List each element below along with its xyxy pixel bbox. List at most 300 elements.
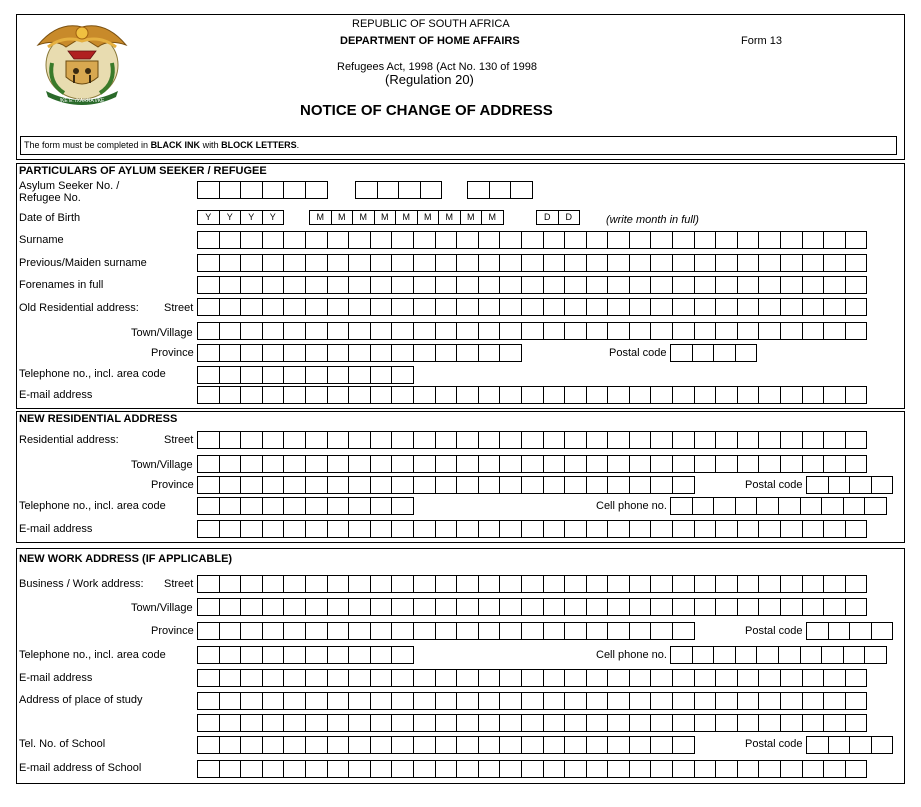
char-box[interactable] (586, 276, 609, 294)
char-box[interactable] (586, 431, 609, 449)
char-box[interactable] (629, 455, 652, 473)
school-tel-box[interactable] (197, 736, 694, 754)
char-box[interactable] (828, 476, 851, 494)
char-box[interactable] (456, 254, 479, 272)
char-box[interactable] (413, 455, 436, 473)
char-box[interactable] (499, 231, 522, 249)
char-box[interactable] (802, 322, 825, 340)
char-box[interactable] (413, 386, 436, 404)
char-box[interactable] (823, 386, 846, 404)
char-box[interactable] (650, 598, 673, 616)
char-box[interactable] (802, 455, 825, 473)
char-box[interactable] (262, 760, 285, 778)
char-box[interactable] (370, 760, 393, 778)
char-box[interactable] (499, 322, 522, 340)
char-box[interactable] (348, 298, 371, 316)
work-town-box[interactable] (197, 598, 866, 616)
char-box[interactable] (197, 344, 220, 362)
char-box[interactable] (219, 714, 242, 732)
char-box[interactable] (735, 497, 758, 515)
char-box[interactable] (197, 692, 220, 710)
char-box[interactable] (283, 598, 306, 616)
char-box[interactable] (327, 520, 350, 538)
char-box[interactable] (456, 520, 479, 538)
char-box[interactable] (478, 344, 501, 362)
char-box[interactable] (543, 714, 566, 732)
char-box[interactable] (694, 598, 717, 616)
char-box[interactable] (413, 476, 436, 494)
char-box[interactable] (262, 231, 285, 249)
char-box[interactable] (240, 322, 263, 340)
char-box[interactable] (780, 598, 803, 616)
old-town-box[interactable] (197, 322, 866, 340)
char-box[interactable] (607, 254, 630, 272)
char-box[interactable] (391, 622, 414, 640)
char-box[interactable] (219, 344, 242, 362)
char-box[interactable] (370, 646, 393, 664)
char-box[interactable] (672, 622, 695, 640)
char-box[interactable] (435, 431, 458, 449)
char-box[interactable] (843, 646, 866, 664)
char-box[interactable] (802, 714, 825, 732)
char-box[interactable] (391, 669, 414, 687)
char-box[interactable] (650, 575, 673, 593)
char-box[interactable] (586, 476, 609, 494)
char-box[interactable] (499, 298, 522, 316)
char-box[interactable] (692, 344, 715, 362)
char-box[interactable] (780, 669, 803, 687)
char-box[interactable] (305, 736, 328, 754)
char-box[interactable] (670, 497, 693, 515)
char-box[interactable] (758, 520, 781, 538)
char-box[interactable] (694, 455, 717, 473)
char-box[interactable] (564, 692, 587, 710)
char-box[interactable] (370, 276, 393, 294)
char-box[interactable] (823, 520, 846, 538)
char-box[interactable] (713, 497, 736, 515)
char-box[interactable] (262, 598, 285, 616)
char-box[interactable] (694, 276, 717, 294)
char-box[interactable] (586, 520, 609, 538)
char-box[interactable] (478, 669, 501, 687)
char-box[interactable] (521, 692, 544, 710)
char-box[interactable] (871, 736, 894, 754)
char-box[interactable] (607, 692, 630, 710)
char-box[interactable] (478, 322, 501, 340)
char-box[interactable] (391, 520, 414, 538)
char-box[interactable] (262, 714, 285, 732)
char-box[interactable] (780, 386, 803, 404)
char-box[interactable] (780, 714, 803, 732)
char-box[interactable] (629, 622, 652, 640)
char-box[interactable] (435, 622, 458, 640)
char-box[interactable] (283, 276, 306, 294)
char-box[interactable] (327, 455, 350, 473)
char-box[interactable] (845, 455, 868, 473)
char-box[interactable] (305, 276, 328, 294)
char-box[interactable] (780, 520, 803, 538)
char-box[interactable] (262, 455, 285, 473)
char-box[interactable] (456, 431, 479, 449)
char-box[interactable] (499, 669, 522, 687)
char-box[interactable] (435, 476, 458, 494)
char-box[interactable] (737, 322, 760, 340)
char-box[interactable] (370, 497, 393, 515)
char-box[interactable] (305, 575, 328, 593)
char-box[interactable] (305, 520, 328, 538)
char-box[interactable] (715, 714, 738, 732)
char-box[interactable] (391, 366, 414, 384)
char-box[interactable] (756, 497, 779, 515)
char-box[interactable] (240, 622, 263, 640)
char-box[interactable] (435, 344, 458, 362)
surname-box[interactable] (197, 231, 866, 249)
char-box[interactable] (197, 386, 220, 404)
char-box[interactable] (672, 322, 695, 340)
char-box[interactable] (305, 692, 328, 710)
char-box[interactable] (758, 714, 781, 732)
char-box[interactable] (543, 276, 566, 294)
char-box[interactable] (564, 622, 587, 640)
char-box[interactable] (845, 520, 868, 538)
char-box[interactable] (391, 476, 414, 494)
char-box[interactable] (283, 476, 306, 494)
char-box[interactable] (456, 760, 479, 778)
char-box[interactable] (564, 476, 587, 494)
char-box[interactable] (435, 760, 458, 778)
char-box[interactable] (845, 231, 868, 249)
char-box[interactable] (327, 497, 350, 515)
char-box[interactable] (197, 431, 220, 449)
char-box[interactable] (802, 276, 825, 294)
char-box[interactable] (262, 431, 285, 449)
char-box[interactable] (197, 669, 220, 687)
char-box[interactable] (219, 520, 242, 538)
char-box[interactable] (456, 714, 479, 732)
char-box[interactable] (586, 760, 609, 778)
char-box[interactable] (283, 366, 306, 384)
char-box[interactable] (348, 344, 371, 362)
char-box[interactable] (348, 476, 371, 494)
char-box[interactable] (435, 598, 458, 616)
char-box[interactable] (650, 714, 673, 732)
char-box[interactable] (413, 298, 436, 316)
char-box[interactable] (521, 231, 544, 249)
char-box[interactable] (435, 276, 458, 294)
char-box[interactable] (305, 714, 328, 732)
new-telephone-box[interactable] (197, 497, 413, 515)
char-box[interactable] (564, 575, 587, 593)
char-box[interactable] (391, 497, 414, 515)
char-box[interactable] (327, 575, 350, 593)
char-box[interactable] (823, 231, 846, 249)
char-box[interactable] (262, 646, 285, 664)
char-box[interactable] (737, 520, 760, 538)
char-box[interactable] (629, 254, 652, 272)
char-box[interactable] (348, 575, 371, 593)
char-box[interactable] (694, 431, 717, 449)
char-box[interactable] (327, 386, 350, 404)
char-box[interactable] (283, 692, 306, 710)
char-box[interactable] (521, 431, 544, 449)
char-box[interactable] (694, 760, 717, 778)
char-box[interactable] (219, 181, 242, 199)
char-box[interactable] (370, 231, 393, 249)
char-box[interactable] (262, 322, 285, 340)
char-box[interactable] (370, 322, 393, 340)
char-box[interactable] (348, 736, 371, 754)
char-box[interactable] (348, 598, 371, 616)
char-box[interactable] (305, 497, 328, 515)
char-box[interactable] (607, 622, 630, 640)
char-box[interactable] (543, 298, 566, 316)
char-box[interactable] (864, 497, 887, 515)
char-box[interactable] (802, 431, 825, 449)
char-box[interactable] (327, 431, 350, 449)
char-box[interactable] (806, 736, 829, 754)
char-box[interactable] (823, 455, 846, 473)
char-box[interactable] (219, 497, 242, 515)
char-box[interactable] (305, 476, 328, 494)
char-box[interactable] (219, 646, 242, 664)
char-box[interactable] (715, 692, 738, 710)
char-box[interactable] (435, 714, 458, 732)
char-box[interactable] (800, 497, 823, 515)
char-box[interactable] (849, 476, 872, 494)
char-box[interactable] (478, 575, 501, 593)
char-box[interactable] (845, 760, 868, 778)
char-box[interactable] (586, 714, 609, 732)
char-box[interactable] (823, 669, 846, 687)
char-box[interactable] (456, 736, 479, 754)
char-box[interactable]: D (558, 210, 581, 225)
char-box[interactable] (564, 455, 587, 473)
char-box[interactable] (197, 736, 220, 754)
char-box[interactable] (262, 181, 285, 199)
char-box[interactable] (240, 760, 263, 778)
char-box[interactable] (456, 598, 479, 616)
char-box[interactable] (348, 622, 371, 640)
char-box[interactable] (845, 598, 868, 616)
char-box[interactable] (283, 575, 306, 593)
char-box[interactable] (758, 298, 781, 316)
char-box[interactable] (543, 598, 566, 616)
char-box[interactable]: D (536, 210, 559, 225)
char-box[interactable] (219, 669, 242, 687)
char-box[interactable] (240, 669, 263, 687)
char-box[interactable] (370, 714, 393, 732)
char-box[interactable] (564, 386, 587, 404)
char-box[interactable] (672, 455, 695, 473)
char-box[interactable] (219, 575, 242, 593)
char-box[interactable] (780, 254, 803, 272)
char-box[interactable] (413, 344, 436, 362)
char-box[interactable] (283, 646, 306, 664)
char-box[interactable] (543, 760, 566, 778)
char-box[interactable] (564, 714, 587, 732)
char-box[interactable] (521, 298, 544, 316)
char-box[interactable] (370, 386, 393, 404)
char-box[interactable] (713, 344, 736, 362)
char-box[interactable] (262, 622, 285, 640)
char-box[interactable]: M (417, 210, 440, 225)
char-box[interactable] (499, 276, 522, 294)
char-box[interactable] (327, 622, 350, 640)
char-box[interactable] (219, 692, 242, 710)
char-box[interactable] (845, 714, 868, 732)
char-box[interactable] (348, 692, 371, 710)
char-box[interactable] (607, 298, 630, 316)
char-box[interactable] (672, 714, 695, 732)
char-box[interactable] (543, 322, 566, 340)
char-box[interactable] (521, 575, 544, 593)
char-box[interactable] (543, 254, 566, 272)
char-box[interactable] (197, 646, 220, 664)
char-box[interactable] (197, 622, 220, 640)
char-box[interactable] (467, 181, 490, 199)
char-box[interactable] (607, 520, 630, 538)
char-box[interactable] (629, 231, 652, 249)
char-box[interactable]: M (438, 210, 461, 225)
char-box[interactable] (650, 692, 673, 710)
char-box[interactable] (240, 431, 263, 449)
char-box[interactable] (262, 575, 285, 593)
char-box[interactable] (327, 366, 350, 384)
char-box[interactable] (672, 276, 695, 294)
char-box[interactable] (327, 231, 350, 249)
char-box[interactable] (219, 622, 242, 640)
char-box[interactable] (758, 692, 781, 710)
char-box[interactable] (240, 231, 263, 249)
char-box[interactable] (521, 760, 544, 778)
dob-year-box[interactable] (197, 210, 283, 228)
new-cell-box[interactable] (670, 497, 886, 515)
char-box[interactable] (456, 344, 479, 362)
char-box[interactable] (262, 344, 285, 362)
char-box[interactable] (262, 520, 285, 538)
char-box[interactable] (348, 760, 371, 778)
char-box[interactable] (715, 254, 738, 272)
char-box[interactable] (283, 254, 306, 272)
char-box[interactable] (420, 181, 443, 199)
char-box[interactable] (758, 598, 781, 616)
char-box[interactable] (672, 575, 695, 593)
char-box[interactable] (262, 692, 285, 710)
char-box[interactable] (370, 736, 393, 754)
char-box[interactable] (586, 669, 609, 687)
char-box[interactable] (435, 575, 458, 593)
char-box[interactable] (327, 646, 350, 664)
char-box[interactable] (391, 431, 414, 449)
char-box[interactable] (780, 575, 803, 593)
char-box[interactable] (435, 520, 458, 538)
char-box[interactable] (845, 276, 868, 294)
char-box[interactable] (737, 254, 760, 272)
char-box[interactable]: Y (262, 210, 285, 225)
char-box[interactable] (413, 736, 436, 754)
char-box[interactable] (650, 276, 673, 294)
new-town-box[interactable] (197, 455, 866, 473)
new-postal-box[interactable] (806, 476, 892, 494)
previous-surname-box[interactable] (197, 254, 866, 272)
char-box[interactable] (823, 714, 846, 732)
char-box[interactable] (828, 622, 851, 640)
char-box[interactable] (219, 231, 242, 249)
char-box[interactable] (327, 736, 350, 754)
char-box[interactable] (650, 476, 673, 494)
char-box[interactable] (348, 231, 371, 249)
char-box[interactable] (327, 760, 350, 778)
study-address-box[interactable] (197, 692, 866, 710)
char-box[interactable] (521, 598, 544, 616)
char-box[interactable]: M (460, 210, 483, 225)
char-box[interactable] (413, 322, 436, 340)
char-box[interactable] (629, 276, 652, 294)
char-box[interactable] (413, 760, 436, 778)
char-box[interactable] (650, 760, 673, 778)
char-box[interactable] (240, 714, 263, 732)
char-box[interactable] (586, 231, 609, 249)
char-box[interactable] (586, 386, 609, 404)
char-box[interactable]: Y (197, 210, 220, 225)
char-box[interactable] (240, 298, 263, 316)
char-box[interactable] (348, 254, 371, 272)
char-box[interactable] (240, 276, 263, 294)
char-box[interactable] (283, 497, 306, 515)
char-box[interactable] (780, 322, 803, 340)
old-street-box[interactable] (197, 298, 866, 316)
work-province-box[interactable] (197, 622, 694, 640)
old-postal-box[interactable] (670, 344, 756, 362)
char-box[interactable] (240, 181, 263, 199)
char-box[interactable] (240, 520, 263, 538)
char-box[interactable] (586, 692, 609, 710)
char-box[interactable] (262, 669, 285, 687)
char-box[interactable] (327, 714, 350, 732)
char-box[interactable] (391, 692, 414, 710)
char-box[interactable] (262, 497, 285, 515)
char-box[interactable] (672, 431, 695, 449)
char-box[interactable] (499, 386, 522, 404)
char-box[interactable] (670, 344, 693, 362)
char-box[interactable] (713, 646, 736, 664)
char-box[interactable] (564, 598, 587, 616)
new-street-box[interactable] (197, 431, 866, 449)
char-box[interactable] (543, 231, 566, 249)
char-box[interactable] (871, 622, 894, 640)
char-box[interactable] (478, 714, 501, 732)
char-box[interactable] (800, 646, 823, 664)
char-box[interactable] (413, 431, 436, 449)
char-box[interactable] (197, 520, 220, 538)
char-box[interactable] (672, 254, 695, 272)
char-box[interactable] (543, 622, 566, 640)
char-box[interactable] (864, 646, 887, 664)
char-box[interactable] (823, 692, 846, 710)
char-box[interactable] (692, 497, 715, 515)
char-box[interactable] (197, 276, 220, 294)
char-box[interactable] (327, 322, 350, 340)
char-box[interactable] (564, 254, 587, 272)
char-box[interactable] (499, 598, 522, 616)
char-box[interactable] (672, 231, 695, 249)
char-box[interactable]: M (481, 210, 504, 225)
char-box[interactable] (262, 386, 285, 404)
char-box[interactable] (758, 760, 781, 778)
char-box[interactable] (413, 520, 436, 538)
char-box[interactable] (715, 575, 738, 593)
char-box[interactable] (283, 760, 306, 778)
